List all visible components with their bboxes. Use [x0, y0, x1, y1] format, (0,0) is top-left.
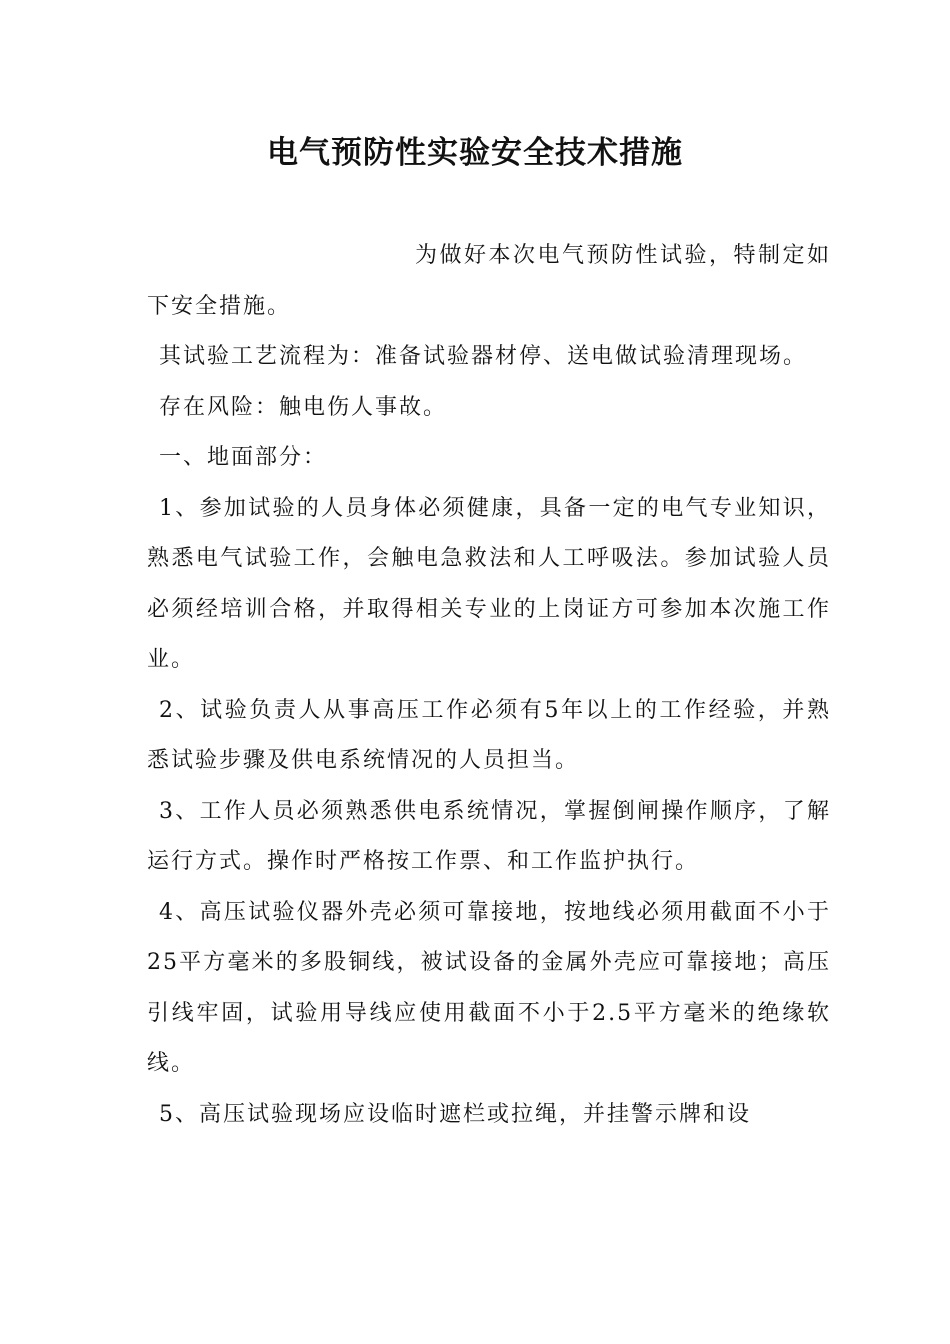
- paragraph-process-flow: 其试验工艺流程为：准备试验器材停、送电做试验清理现场。: [159, 344, 808, 369]
- paragraph-item-2: 2、试验负责人从事高压工作必须有5年以上的工作经验，并熟悉试验步骤及供电系统情况的人员担当。: [147, 697, 831, 773]
- document-body: [147, 231, 831, 1140]
- document-title: 电气预防性实验安全技术措施: [267, 135, 683, 171]
- section-heading-ground: 一、地面部分：: [159, 445, 328, 470]
- paragraph-risk: 存在风险：触电伤人事故。: [159, 394, 448, 420]
- paragraph-item-5: 5、高压试验现场应设临时遮栏或拉绳，并挂警示牌和设: [159, 1101, 751, 1127]
- paragraph-item-3: 3、工作人员必须熟悉供电系统情况，掌握倒闸操作顺序，了解运行方式。操作时严格按工作票、和工作监护执行。: [147, 798, 831, 874]
- paragraph-item-4: 4、高压试验仪器外壳必须可靠接地，按地线必须用截面不小于25平方毫米的多股铜线，被试设备的金属外壳应可靠接地；高压引线牢固，试验用导线应使用截面不小于2.5平方毫米的绝缘软线。: [147, 899, 831, 1076]
- paragraph-intro: 为做好本次电气预防性试验，特制定如下安全措施。: [147, 243, 831, 319]
- paragraph-item-1: 1、参加试验的人员身体必须健康，具备一定的电气专业知识，熟悉电气试验工作，会触电急救法和人工呼吸法。参加试验人员必须经培训合格，并取得相关专业的上岗证方可参加本次施工作业。: [147, 495, 831, 672]
